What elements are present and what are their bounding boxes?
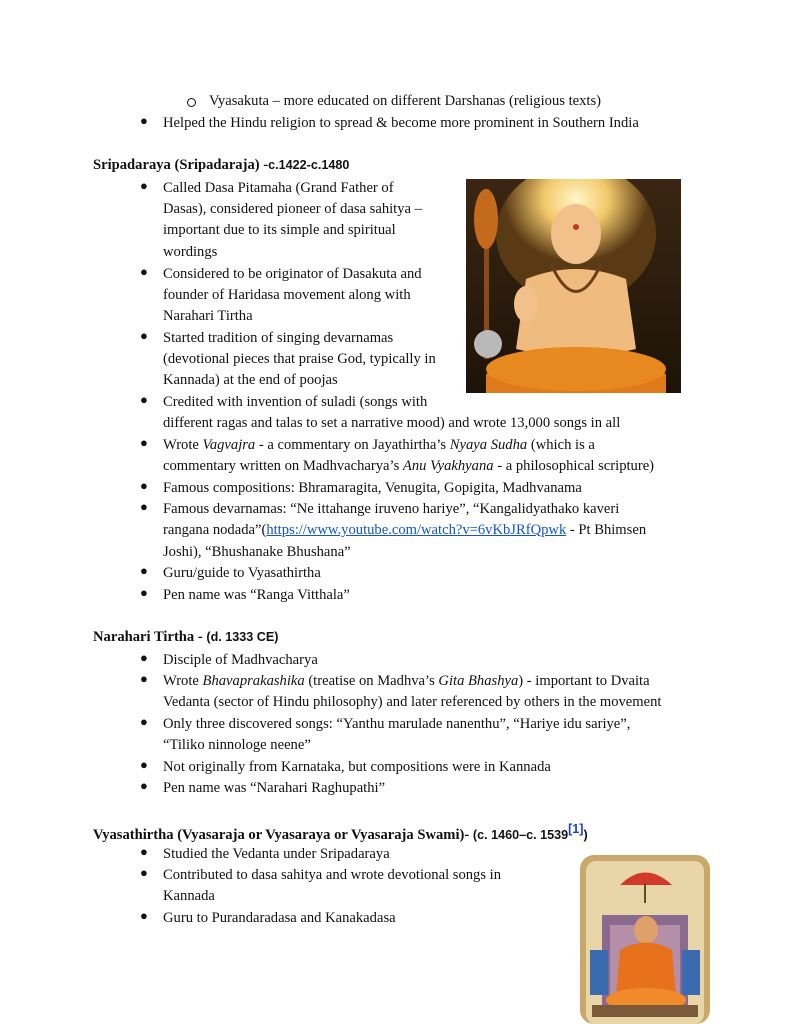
text-segment: Wrote	[163, 673, 203, 689]
sripadaraya-b3-l2: (devotional pieces that praise God, typically in	[163, 351, 436, 367]
section-heading-vyasathirtha	[93, 822, 588, 844]
section-heading-sripadaraya	[93, 157, 349, 174]
heading-text: Vyasathirtha (Vyasaraja or Vyasaraya or Vyasaraja Swami)-	[93, 826, 473, 843]
bullet-dot: ●	[140, 264, 148, 279]
narahari-b5: Pen name was “Narahari Raghupathi”	[163, 780, 386, 796]
sripadaraya-b1-l4: wordings	[163, 244, 218, 260]
vyasathirtha-b2-l1: Contributed to dasa sahitya and wrote devotional songs in	[163, 867, 502, 883]
sripadaraya-b4-l2: different ragas and talas to set a narrative mood) and wrote 13,000 songs in all	[163, 415, 621, 431]
heading-dates: c.1422-c.1480	[268, 158, 350, 172]
vyasathirtha-painting-image	[580, 855, 710, 1024]
vyasathirtha-b2-l2: Kannada	[163, 888, 215, 904]
narahari-b2-l2: Vedanta (sector of Hindu philosophy) and later referenced by others in the movement	[163, 694, 662, 710]
sripadaraya-b3-l3: Kannada) at the end of poojas	[163, 372, 338, 388]
vyasathirtha-b3: Guru to Purandaradasa and Kanakadasa	[163, 910, 396, 926]
section-heading-narahari	[93, 629, 278, 646]
work-title: Anu Vyakhyana	[402, 458, 494, 474]
text-segment: - a philosophical scripture)	[493, 458, 655, 474]
bullet-dot: ●	[140, 435, 148, 450]
text-segment: - a commentary on Jayathirtha’s	[255, 437, 450, 453]
bullet-dot: ●	[140, 778, 148, 793]
saint-portrait-image	[466, 179, 681, 393]
sub-bullet-circle	[187, 98, 196, 107]
bullet-dot: ●	[140, 178, 148, 193]
text-segment: rangana nodada”(	[163, 522, 267, 538]
sripadaraya-b2-l3: Narahari Tirtha	[163, 308, 253, 324]
sripadaraya-b2-l2: founder of Haridasa movement along with	[163, 287, 411, 303]
sripadaraya-b1-l1: Called Dasa Pitamaha (Grand Father of	[163, 180, 394, 196]
portrait-illustration	[466, 179, 681, 393]
bullet-dot: ●	[140, 563, 148, 578]
sripadaraya-b5-l1	[163, 435, 595, 457]
text-segment: Wrote	[163, 437, 203, 453]
bullet-dot: ●	[140, 113, 148, 128]
bullet-dot: ●	[140, 757, 148, 772]
sripadaraya-b1-l3: important due to its simple and spiritual	[163, 222, 396, 238]
heading-dates-close: )	[583, 827, 588, 842]
youtube-link[interactable]: https://www.youtube.com/watch?v=6vKbJRfQpwk	[266, 522, 567, 538]
sripadaraya-b9: Pen name was “Ranga Vitthala”	[163, 587, 350, 603]
bullet-dot: ●	[140, 328, 148, 343]
sripadaraya-b3-l1: Started tradition of singing devarnamas	[163, 330, 394, 346]
narahari-b2-l1	[163, 671, 650, 693]
heading-text: Sripadaraya (Sripadaraja) -	[93, 157, 269, 173]
intro-sub-bullet: Vyasakuta – more educated on different Darshanas (religious texts)	[209, 93, 602, 109]
narahari-b1: Disciple of Madhvacharya	[163, 652, 318, 668]
sripadaraya-b7-l1: Famous devarnamas: “Ne ittahange iruveno hariye”, “Kangalidyathako kaveri	[163, 501, 620, 517]
footnote-reference[interactable]: [1]	[568, 822, 584, 836]
vyasathirtha-b1: Studied the Vedanta under Sripadaraya	[163, 846, 390, 862]
work-title: Nyaya Sudha	[449, 437, 528, 453]
bullet-dot: ●	[140, 499, 148, 514]
sripadaraya-b5-l2	[163, 456, 654, 478]
sripadaraya-b8: Guru/guide to Vyasathirtha	[163, 565, 321, 581]
text-segment: (which is a	[527, 437, 595, 453]
work-title: Gita Bhashya	[438, 673, 519, 689]
bullet-dot: ●	[140, 908, 148, 923]
sripadaraya-b1-l2: Dasas), considered pioneer of dasa sahitya –	[163, 201, 422, 217]
sripadaraya-b2-l1: Considered to be originator of Dasakuta and	[163, 266, 422, 282]
bullet-dot: ●	[140, 671, 148, 686]
bullet-dot: ●	[140, 844, 148, 859]
text-segment: commentary written on Madhvacharya’s	[163, 458, 403, 474]
text-segment: - Pt Bhimsen	[566, 522, 647, 538]
text-segment: ) - important to Dvaita	[518, 673, 650, 689]
text-segment: (treatise on Madhva’s	[304, 673, 439, 689]
sripadaraya-b7-l2	[163, 520, 646, 542]
narahari-b3-l1: Only three discovered songs: “Yanthu marulade nanenthu”, “Hariye idu sariye”,	[163, 716, 631, 732]
bullet-dot: ●	[140, 392, 148, 407]
work-title: Bhavaprakashika	[202, 673, 305, 689]
heading-dates: (d. 1333 CE)	[206, 630, 279, 644]
heading-text: Narahari Tirtha -	[93, 629, 207, 645]
bullet-dot: ●	[140, 478, 148, 493]
painting-illustration	[580, 855, 710, 1024]
work-title: Vagvajra	[202, 437, 256, 453]
sripadaraya-b4-l1: Credited with invention of suladi (songs with	[163, 394, 428, 410]
bullet-dot: ●	[140, 650, 148, 665]
bullet-dot: ●	[140, 865, 148, 880]
sripadaraya-b7-l3: Joshi), “Bhushanake Bhushana”	[163, 544, 351, 560]
bullet-dot: ●	[140, 585, 148, 600]
intro-bullet: Helped the Hindu religion to spread & become more prominent in Southern India	[163, 115, 639, 131]
narahari-b4: Not originally from Karnataka, but compositions were in Kannada	[163, 759, 551, 775]
narahari-b3-l2: “Tiliko ninnologe neene”	[163, 737, 311, 753]
sripadaraya-b6: Famous compositions: Bhramaragita, Venugita, Gopigita, Madhvanama	[163, 480, 582, 496]
bullet-dot: ●	[140, 714, 148, 729]
heading-dates: (c. 1460–c. 1539	[472, 827, 569, 842]
